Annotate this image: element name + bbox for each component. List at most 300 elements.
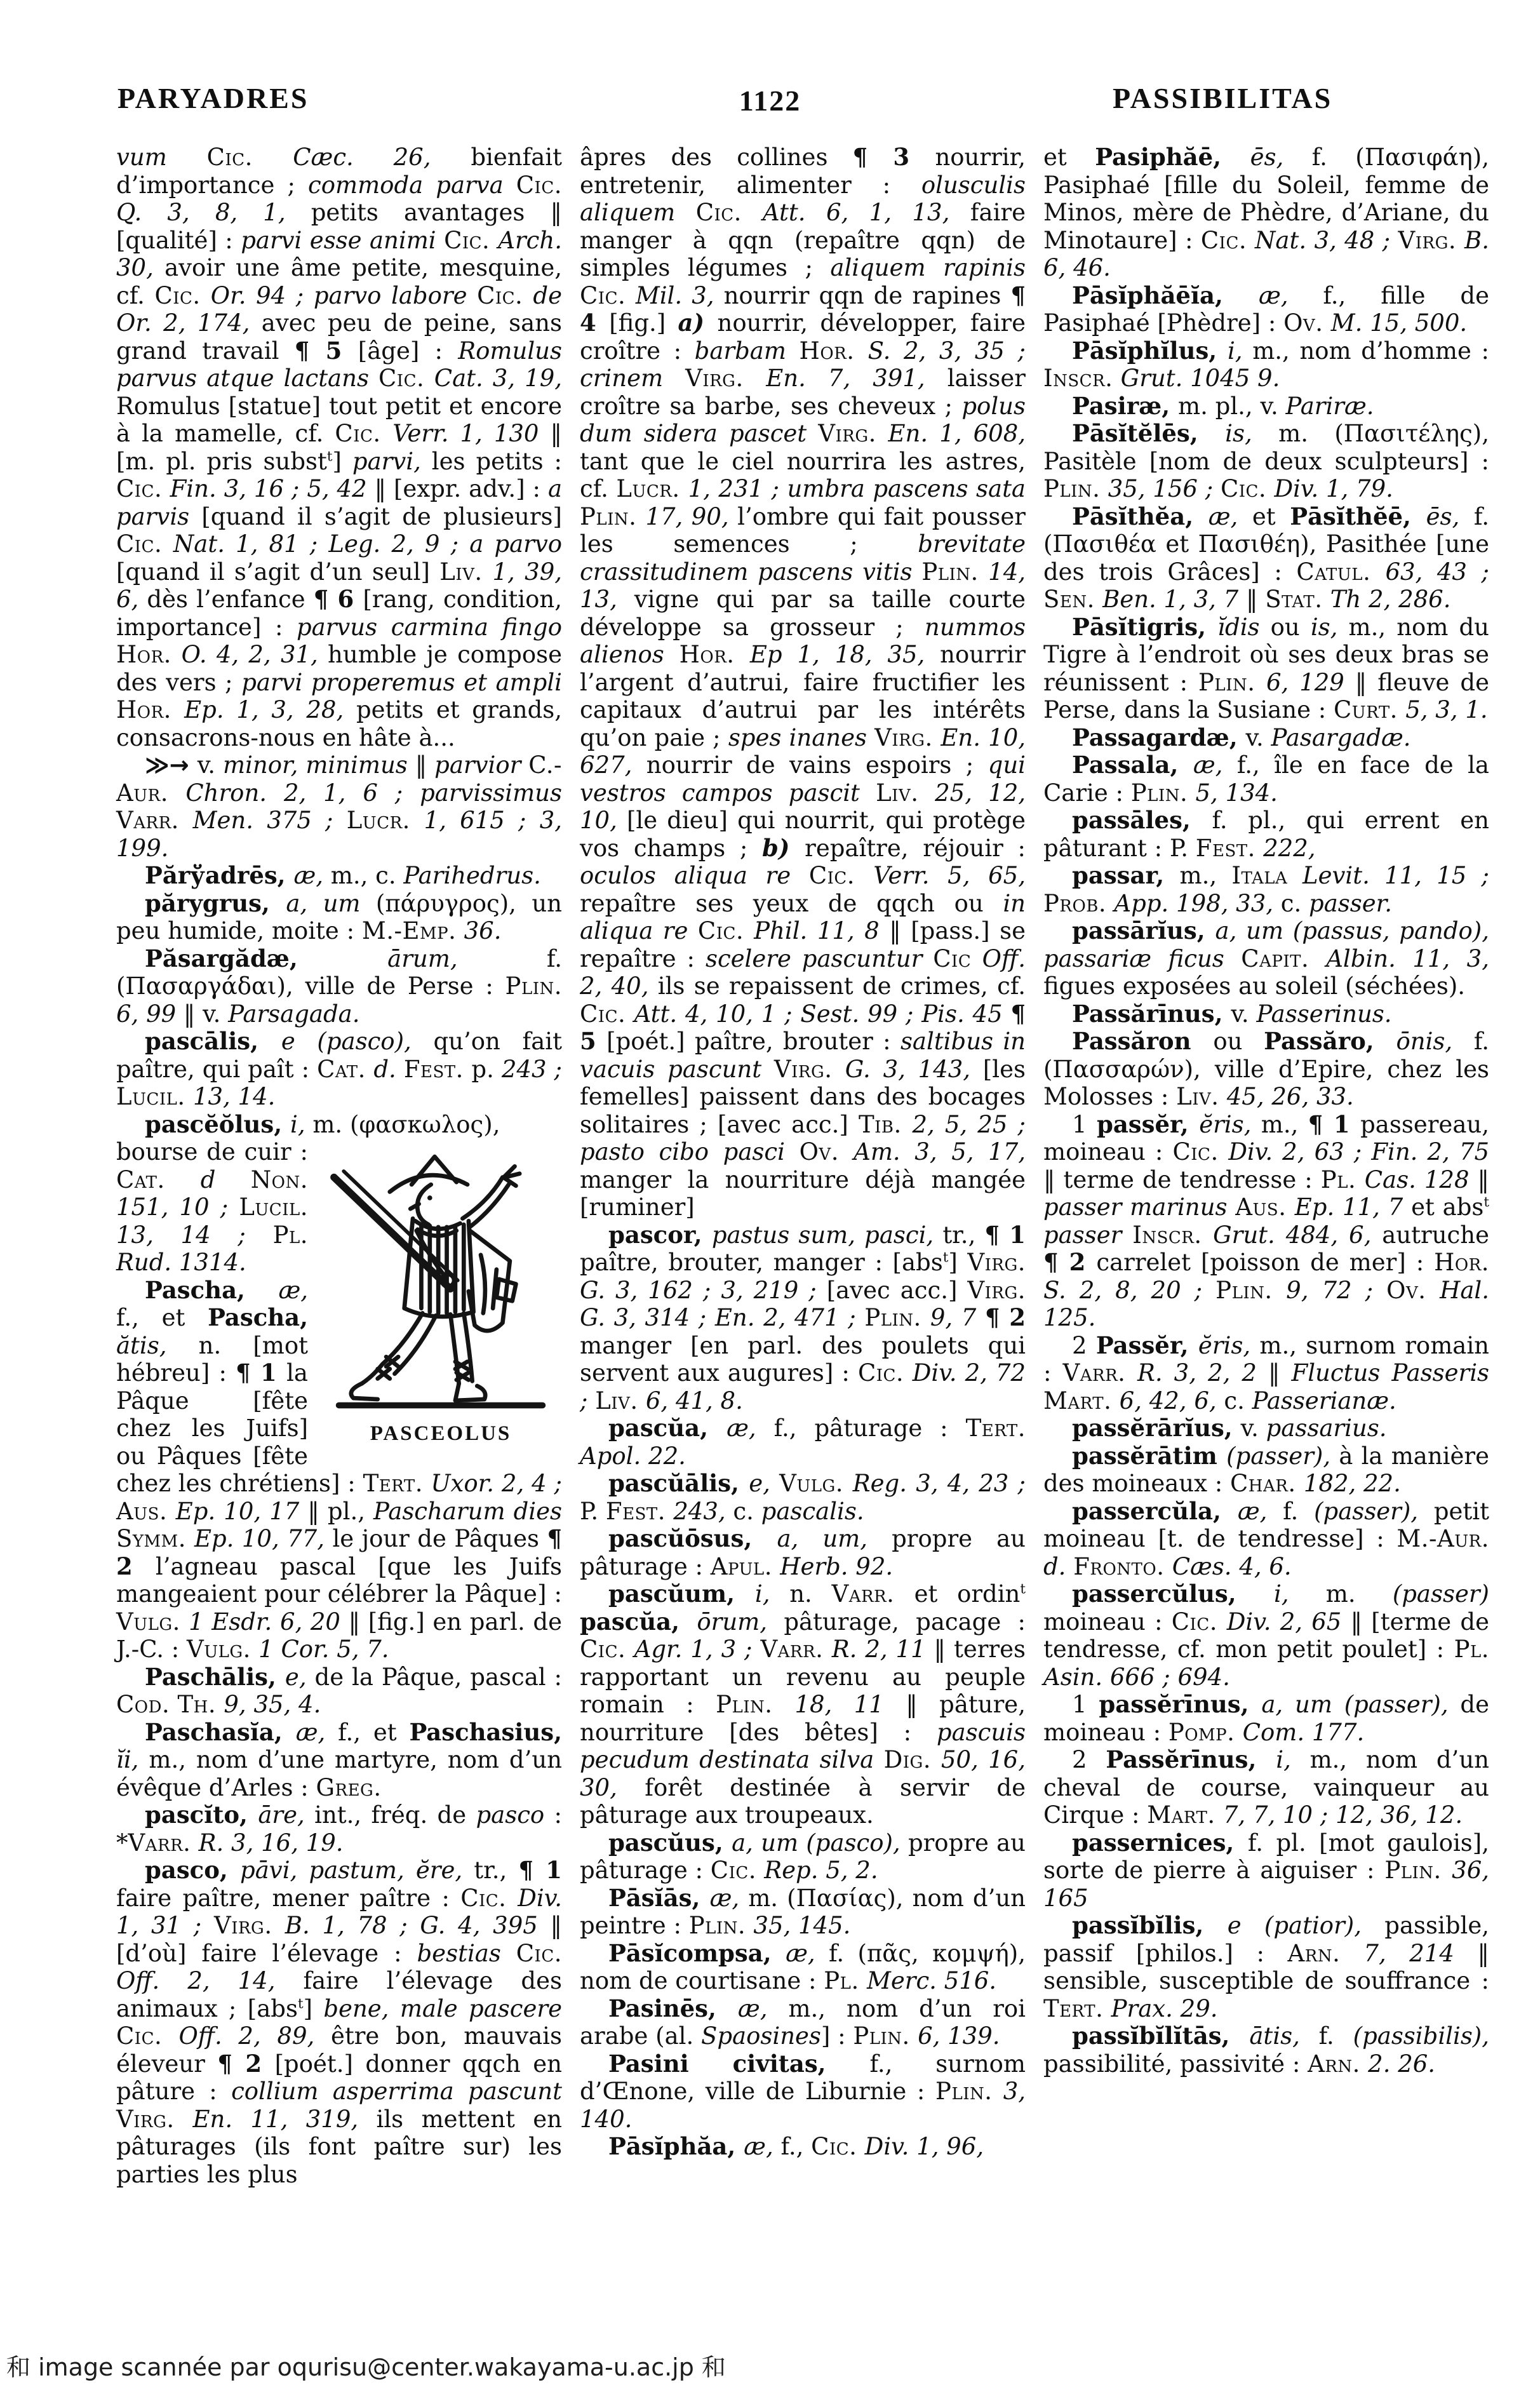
text-run: passibilité, passivité : bbox=[1043, 2050, 1308, 2078]
text-run: 9, 72 ; bbox=[1286, 1276, 1387, 1304]
text-run: 35, 156 ; bbox=[1108, 475, 1221, 502]
text-run: Ep. 1, 3, 28, bbox=[184, 696, 356, 723]
text-run: passar, bbox=[1072, 861, 1180, 889]
text-run: Pariræ. bbox=[1285, 392, 1374, 420]
text-run: Cic. bbox=[811, 2133, 865, 2160]
text-run: ‖ bbox=[1477, 1166, 1490, 1193]
text-run: forêt destinée à servir de pâturage aux troupeaux. bbox=[580, 1773, 1026, 1829]
text-run: Grut. 484, 6, bbox=[1213, 1221, 1383, 1249]
text-run: Virg. bbox=[1398, 226, 1465, 254]
text-run: ¶ 1 bbox=[518, 1856, 562, 1884]
text-run: Hor. bbox=[1434, 1249, 1489, 1276]
text-run: [avec acc.] bbox=[826, 1276, 968, 1304]
text-run: nourrir de vains espoirs ; bbox=[646, 751, 988, 779]
text-run: ¶ 1 bbox=[236, 1359, 287, 1387]
text-run: Pl. bbox=[272, 1221, 308, 1249]
text-run: Cic bbox=[933, 944, 982, 972]
text-run: carrelet [poisson de mer] : bbox=[1096, 1249, 1435, 1276]
text-run: d. bbox=[373, 1055, 404, 1083]
text-run: a, um (pasco), bbox=[732, 1829, 908, 1857]
text-run: Pl. bbox=[1454, 1636, 1489, 1663]
text-run: Ben. 1, 3, 7 bbox=[1102, 586, 1246, 613]
text-run: Pascha, bbox=[145, 1275, 279, 1304]
text-run: Plin. bbox=[1215, 1276, 1287, 1304]
dictionary-entry bbox=[116, 1028, 562, 1111]
text-run: ¶ 2 bbox=[217, 2049, 275, 2078]
text-run: petit moineau [t. de tendresse] : bbox=[1043, 1497, 1489, 1552]
text-run: nummos alienos bbox=[580, 613, 1026, 668]
text-run: ≫→ bbox=[145, 751, 198, 779]
dictionary-entry bbox=[1043, 337, 1489, 393]
text-run: ‖ [fig.] en parl. de J.-C. : bbox=[116, 1608, 562, 1663]
text-run: Cat. bbox=[317, 1055, 374, 1083]
text-run: Lucil. bbox=[116, 1083, 193, 1110]
text-run: Passărīnus, bbox=[1072, 999, 1231, 1028]
text-run: int., fréq. de bbox=[314, 1801, 476, 1829]
text-run: Paschasĭa, bbox=[145, 1717, 296, 1746]
text-run: ¶ 3 bbox=[852, 143, 935, 171]
text-run: Plin. bbox=[935, 2078, 1003, 2105]
text-run: (passibilis), bbox=[1353, 2022, 1489, 2050]
dictionary-entry bbox=[116, 144, 562, 751]
text-run: pascŭa, bbox=[608, 1414, 727, 1442]
text-run: pâturage, pacage : bbox=[784, 1608, 1026, 1636]
text-run: Paschālis, bbox=[145, 1662, 285, 1691]
text-run: Cic. bbox=[580, 1000, 634, 1028]
text-run: ] : bbox=[820, 2022, 854, 2050]
text-run: [le dieu] qui nourrit, qui protège vos champs ; bbox=[580, 807, 1026, 862]
text-run: pascuis pecudum destinata silva bbox=[580, 1718, 1026, 1773]
text-run: barbam bbox=[694, 337, 800, 365]
dictionary-entry bbox=[580, 2133, 1026, 2161]
page-header bbox=[0, 81, 1540, 119]
dictionary-entry bbox=[1043, 1332, 1489, 1415]
text-run: f. bbox=[1283, 1497, 1315, 1525]
text-run: pascĕŏlus, bbox=[145, 1110, 290, 1138]
dictionary-entry bbox=[116, 1663, 562, 1719]
text-run: ou bbox=[1270, 613, 1311, 641]
text-run: Pascha, bbox=[208, 1303, 308, 1331]
text-run: nourrir qqn de rapines bbox=[723, 281, 1011, 309]
text-run: Stat. bbox=[1265, 586, 1330, 613]
text-run: Mart. bbox=[1147, 1801, 1223, 1829]
text-run: m., bbox=[1261, 1110, 1308, 1138]
text-run: 18, 11 bbox=[794, 1691, 906, 1718]
text-run: Ep 1, 18, 35, bbox=[749, 641, 941, 668]
text-run: æ, bbox=[786, 1939, 829, 1967]
text-run: Arch. 30, bbox=[116, 226, 562, 281]
text-run: Cat. bbox=[116, 1166, 201, 1193]
text-run: m. (φασκωλος), bbox=[312, 1110, 500, 1138]
text-run: ] bbox=[332, 447, 352, 475]
text-run: nourrir, développer, faire croître : bbox=[580, 309, 1026, 365]
text-run: Aus. bbox=[1235, 1193, 1295, 1221]
header-left-keyword: PARYADRES bbox=[117, 82, 309, 114]
text-run: d bbox=[200, 1166, 251, 1193]
dictionary-entry bbox=[1043, 1442, 1489, 1498]
text-run: t bbox=[297, 1996, 304, 2012]
text-run: passer marinus bbox=[1043, 1193, 1236, 1221]
text-run: Passerinus. bbox=[1256, 1000, 1392, 1028]
text-run: ¶ 1 bbox=[1308, 1110, 1361, 1138]
text-run: 222, bbox=[1263, 834, 1316, 862]
text-run: aliquem rapinis bbox=[830, 254, 1026, 281]
text-run: m., c. bbox=[330, 862, 404, 889]
text-run: B. 1, 78 ; G. 4, 395 bbox=[285, 1912, 551, 1939]
text-run: minor, minimus bbox=[222, 751, 415, 779]
text-run: Fin. 3, 16 ; 5, 42 bbox=[170, 475, 375, 502]
text-run: Hor. bbox=[116, 696, 185, 723]
text-run: Pāsĭphăēĭa, bbox=[1072, 281, 1259, 309]
text-run: æ, bbox=[278, 1276, 308, 1304]
text-run: humble je compose des vers ; bbox=[116, 641, 562, 696]
text-run: m. (Πασίας), nom d’un peintre : bbox=[580, 1884, 1026, 1939]
text-run: Virg. bbox=[967, 1276, 1026, 1304]
text-run: f. pl., qui errent en pâturant : P. bbox=[1043, 807, 1490, 862]
text-run: a parvis bbox=[116, 475, 563, 530]
text-run: Off. 2, 40, bbox=[580, 944, 1026, 1000]
text-run: Liv. bbox=[876, 779, 935, 807]
text-run: Dig. bbox=[883, 1746, 941, 1773]
text-run: 2 bbox=[1072, 1331, 1096, 1359]
text-run: v. bbox=[197, 751, 223, 779]
text-run: Varr. bbox=[128, 1829, 199, 1857]
text-run: Parsagada. bbox=[228, 1000, 360, 1028]
text-run: Passĕr, bbox=[1095, 1331, 1198, 1359]
text-run: passercŭlus, bbox=[1072, 1580, 1274, 1608]
text-run: G. 3, 162 ; 3, 219 ; bbox=[580, 1276, 827, 1304]
text-run: f. (Πασιθέα et Πασιθέη), Pasithée [une des trois Grâces] : bbox=[1043, 502, 1489, 586]
text-run: e, bbox=[749, 1470, 780, 1497]
text-run: ¶ 5 bbox=[294, 336, 358, 365]
text-run: G. 3, 314 ; En. 2, 471 ; bbox=[580, 1304, 865, 1331]
text-run: Plin. bbox=[688, 1912, 754, 1939]
text-run: ‖ bbox=[415, 751, 435, 779]
dictionary-entry bbox=[116, 1111, 562, 1139]
text-run: [quand il s’agit d’un seul] bbox=[116, 558, 440, 586]
text-run: Liv. bbox=[595, 1387, 646, 1415]
text-run: qu’on fait paître, qui paît : bbox=[116, 1028, 562, 1083]
text-run: Plin. bbox=[921, 558, 989, 586]
dictionary-entry bbox=[580, 1995, 1026, 2050]
dictionary-entry bbox=[580, 1829, 1026, 1885]
text-run: En. 11, 319, bbox=[192, 2105, 377, 2133]
text-run: passĭbĭlis, bbox=[1072, 1911, 1228, 1939]
text-run: [fig.] bbox=[609, 309, 678, 337]
text-run: Virg. bbox=[213, 1912, 285, 1939]
text-run: æ, bbox=[293, 862, 331, 889]
text-run: Fest. bbox=[403, 1055, 472, 1083]
text-run: āre, bbox=[258, 1801, 315, 1829]
text-run: Att. 6, 1, 13, bbox=[762, 199, 970, 226]
text-run: faire l’élevage des animaux ; [abs bbox=[116, 1967, 562, 2022]
pasceolus-illustration bbox=[319, 1143, 562, 1416]
text-run: m. bbox=[1325, 1580, 1393, 1608]
text-run: 1 bbox=[1072, 1110, 1097, 1138]
text-run: c. bbox=[1280, 889, 1309, 917]
text-run: Paschasius, bbox=[409, 1717, 562, 1746]
text-run: Spaosines bbox=[701, 2022, 821, 2050]
text-run: 182, 22. bbox=[1303, 1470, 1401, 1497]
text-run: Th 2, 286. bbox=[1330, 586, 1451, 613]
text-run: à la manière des moineaux : bbox=[1043, 1442, 1489, 1497]
text-run: Pl. bbox=[1320, 1166, 1365, 1193]
text-run: Cic. bbox=[477, 281, 533, 309]
text-run: Rud. 1314. bbox=[116, 1249, 246, 1276]
text-run: 25, 12, 10, bbox=[580, 779, 1026, 834]
text-run: C.-Aur. bbox=[116, 751, 562, 807]
text-run: c. bbox=[1224, 1387, 1252, 1415]
text-run: Ep. 10, 77, bbox=[194, 1525, 333, 1552]
text-run: Cic. bbox=[1171, 1608, 1227, 1636]
text-run: pastus sum, pasci, bbox=[711, 1221, 943, 1249]
text-run: pascŭus, bbox=[608, 1828, 732, 1857]
text-run: manger [en parl. des poulets qui servent aux augures] : bbox=[580, 1331, 1026, 1387]
text-run: Cæc. 26, bbox=[293, 144, 471, 171]
text-run: Merc. 516. bbox=[866, 1967, 997, 1994]
text-run: [rang, condition, importance] : bbox=[116, 586, 562, 641]
text-run: Pascharum dies bbox=[373, 1497, 562, 1525]
text-run: Plin. bbox=[864, 1304, 930, 1331]
text-run: Plin. bbox=[580, 502, 646, 530]
text-run: parvus carmina fingo bbox=[296, 613, 562, 641]
text-run: f. (Πασιφάη), Pasiphaé [fille du Soleil, femme de Minos, mère de Phèdre, d’Ariane, du Minotaure] : bbox=[1043, 144, 1489, 254]
text-run: le jour de Pâques bbox=[332, 1525, 547, 1552]
text-run: Capit. bbox=[1241, 944, 1327, 972]
text-run: pasco bbox=[476, 1801, 554, 1829]
text-run: bestias bbox=[417, 1939, 516, 1967]
text-run: de la Pâque, pascal : bbox=[314, 1663, 562, 1691]
dictionary-entry bbox=[1043, 807, 1489, 862]
text-run: t bbox=[942, 1249, 949, 1266]
text-run: Plin. bbox=[1384, 1857, 1452, 1884]
text-run: a, um (passer), bbox=[1261, 1691, 1461, 1718]
text-run: [les femelles] paissent dans des bocages solitaires ; [avec acc.] bbox=[580, 1055, 1026, 1138]
text-run: pascor, bbox=[608, 1220, 712, 1249]
text-run: [âge] : bbox=[358, 337, 459, 365]
page-number: 1122 bbox=[739, 84, 801, 117]
text-run: Plin. bbox=[716, 1691, 795, 1718]
text-run: Curt. bbox=[1333, 696, 1406, 723]
text-run: 151, 10 ; bbox=[116, 1193, 239, 1221]
text-run: t bbox=[1483, 1194, 1490, 1211]
text-run: être bon, mauvais éleveur bbox=[116, 2022, 563, 2078]
text-run: Plin. bbox=[1198, 668, 1266, 696]
text-run: tr., bbox=[474, 1857, 519, 1884]
text-run: M.-Emp. bbox=[361, 917, 464, 944]
text-run: Cic. bbox=[116, 2022, 179, 2050]
text-run: m., nom du Tigre à l’endroit où ses deux bras se réunissent : bbox=[1043, 613, 1490, 696]
text-run: [quand il s’agit de plusieurs] bbox=[201, 502, 562, 530]
text-run: Cic. bbox=[1220, 475, 1275, 502]
text-run: P. bbox=[580, 1497, 606, 1525]
text-run: ] bbox=[303, 1994, 324, 2022]
text-run: faire paître, mener paître : bbox=[116, 1884, 461, 1912]
text-run: ¶ 2 bbox=[984, 1303, 1026, 1331]
text-run: bienfait d’importance ; bbox=[116, 144, 563, 199]
text-run: Catul. bbox=[1296, 558, 1386, 586]
text-run: Fest. bbox=[605, 1497, 674, 1525]
text-run: autruche bbox=[1382, 1221, 1489, 1249]
dictionary-entry bbox=[1043, 282, 1489, 337]
figure-caption: PASCEOLUS bbox=[370, 1421, 512, 1445]
text-run: Fest. bbox=[1195, 834, 1264, 862]
text-run: æ, bbox=[1237, 1497, 1283, 1525]
text-run: a) bbox=[678, 309, 718, 337]
text-run: spes inanes bbox=[728, 723, 875, 751]
text-run: Ep. 10, 17 bbox=[175, 1497, 308, 1525]
text-run: En. 1, 608, bbox=[888, 420, 1026, 447]
text-run: Prax. 29. bbox=[1111, 1994, 1218, 2022]
text-run: passārĭus, bbox=[1072, 917, 1215, 944]
text-run: Cic. bbox=[697, 917, 754, 944]
text-run: passĕrārĭus, bbox=[1072, 1414, 1241, 1442]
text-run: ‖ bbox=[1245, 586, 1266, 613]
text-run: m., nom d’un roi arabe (al. bbox=[580, 1994, 1026, 2050]
text-run: En. 7, 391, bbox=[766, 365, 947, 392]
text-run: Hal. 125. bbox=[1043, 1276, 1489, 1331]
text-run: Cic. bbox=[516, 1939, 562, 1967]
text-run: 45, 26, 33. bbox=[1226, 1083, 1354, 1110]
text-run: ‖ terme de tendresse : bbox=[1043, 1166, 1321, 1193]
text-run: pascŭōsus, bbox=[608, 1524, 777, 1552]
text-run: Men. 375 ; bbox=[192, 807, 347, 834]
text-run: 1 Cor. 5, 7. bbox=[258, 1636, 389, 1663]
text-run: Plin. bbox=[1130, 779, 1196, 807]
text-run: de Or. 2, 174, bbox=[116, 281, 563, 337]
text-run: passāles, bbox=[1072, 806, 1212, 834]
text-run: f. (Πασσαρών), ville d’Epire, chez les Molosses : bbox=[1043, 1028, 1489, 1110]
text-run: t bbox=[1020, 1581, 1026, 1597]
text-run: M. 15, 500. bbox=[1330, 309, 1468, 337]
dictionary-entry bbox=[1043, 1912, 1489, 2022]
text-run: Cic. bbox=[710, 1857, 765, 1884]
text-run: pascĭto, bbox=[145, 1801, 258, 1829]
text-run: Passerianæ. bbox=[1252, 1387, 1396, 1415]
text-run: S. 2, 8, 20 ; bbox=[1043, 1276, 1216, 1304]
text-run: parvi, bbox=[352, 447, 432, 475]
text-run: ¶ 2 bbox=[1043, 1248, 1097, 1276]
text-run: 2. 26. bbox=[1368, 2050, 1436, 2078]
dictionary-entry bbox=[1043, 1415, 1489, 1442]
text-run: Cat. 3, 19, bbox=[434, 365, 562, 392]
text-run: æ, bbox=[737, 1994, 789, 2022]
text-run: Pomp. bbox=[1168, 1718, 1243, 1746]
text-run: Asin. 666 ; 694. bbox=[1043, 1663, 1230, 1691]
text-run: 1 bbox=[1072, 1691, 1099, 1718]
text-run: Off. 2, 89, bbox=[178, 2022, 331, 2050]
text-run: Plin. bbox=[853, 2022, 918, 2050]
text-run: Mil. 3, bbox=[635, 281, 724, 309]
text-run: æ, bbox=[726, 1415, 774, 1442]
text-run: Reg. 3, 4, 23 ; bbox=[852, 1470, 1026, 1497]
text-run: Pasiphăē, bbox=[1095, 143, 1250, 171]
text-run: polus dum sidera pascet bbox=[580, 392, 1026, 447]
text-run: is, bbox=[1310, 613, 1349, 641]
text-run: Symm. bbox=[116, 1525, 194, 1552]
dictionary-entry bbox=[580, 144, 1026, 1221]
text-run: Liv. bbox=[1176, 1083, 1227, 1110]
text-run: pascŭālis, bbox=[608, 1469, 749, 1497]
text-run: Div. 1, 79. bbox=[1274, 475, 1393, 502]
text-run: Ov. bbox=[799, 1138, 854, 1166]
text-run: Pāsĭtigris, bbox=[1072, 612, 1218, 641]
text-run: v. bbox=[1240, 1415, 1266, 1442]
text-run: ils mettent en pâturages (ils font paître sur) les parties les plus bbox=[116, 2105, 563, 2188]
text-run: Hor. bbox=[679, 641, 750, 668]
text-run: Arn. bbox=[1287, 1939, 1364, 1967]
text-run: a, um bbox=[286, 889, 376, 917]
text-run: Romulus parvus atque lactans bbox=[116, 337, 562, 392]
text-run: Cic. bbox=[154, 281, 211, 309]
text-run: et bbox=[1043, 144, 1095, 171]
dictionary-entry bbox=[1043, 393, 1489, 420]
text-run: Chron. 2, 1, 6 ; parvissimus bbox=[185, 779, 562, 807]
text-run: Cæs. 4, 6. bbox=[1172, 1552, 1292, 1580]
text-run: in aliqua re bbox=[580, 889, 1026, 944]
dictionary-entry bbox=[116, 945, 562, 1028]
text-run: Cod. Th. bbox=[116, 1691, 224, 1718]
text-run: Div. 1, 31 ; bbox=[116, 1884, 562, 1939]
text-run: is, bbox=[1225, 420, 1279, 447]
text-run: pasco, bbox=[145, 1856, 241, 1884]
text-run: ārum, bbox=[387, 944, 547, 972]
text-run: R. 2, 11 bbox=[831, 1636, 934, 1663]
text-run: f. pl. [mot gaulois], sorte de pierre à aiguiser : bbox=[1043, 1829, 1489, 1884]
text-run: bourse de cuir : bbox=[116, 1138, 308, 1166]
text-run: æ, bbox=[1258, 281, 1323, 309]
text-run: App. 198, 33, bbox=[1114, 889, 1281, 917]
dictionary-entry bbox=[116, 1857, 562, 2188]
text-run: passer bbox=[1043, 1221, 1133, 1249]
text-run: v. bbox=[1231, 1000, 1257, 1028]
text-run: Passăro, bbox=[1264, 1027, 1396, 1055]
text-run: 243, bbox=[673, 1497, 733, 1525]
text-run: pāvi, pastum, ĕre, bbox=[240, 1857, 474, 1884]
text-run: (passer), bbox=[1314, 1497, 1434, 1525]
text-run: e (pasco), bbox=[281, 1028, 434, 1055]
text-run: Cic. bbox=[857, 1359, 913, 1387]
text-run: Inscr. bbox=[1132, 1221, 1214, 1249]
text-run: Div. 2, 72 ; bbox=[580, 1359, 1026, 1415]
text-run: Levit. 11, 15 ; bbox=[1302, 862, 1489, 889]
text-run: Cic. bbox=[206, 144, 293, 171]
text-run: ‖ bbox=[1268, 1359, 1292, 1387]
text-run: Cic. bbox=[116, 475, 170, 502]
text-run: f., pâturage : bbox=[773, 1415, 966, 1442]
text-run: Cic. bbox=[580, 281, 636, 309]
text-run: repaître, réjouir : bbox=[805, 834, 1026, 862]
text-run: i, bbox=[1276, 1746, 1310, 1773]
text-run: Mart. bbox=[1043, 1387, 1120, 1415]
text-run: Prob. bbox=[1043, 889, 1115, 917]
text-run: Romulus [statue] tout petit et encore à la mamelle, cf. bbox=[116, 392, 562, 447]
text-run: ou bbox=[1213, 1028, 1264, 1055]
text-run: Grut. 1045 9. bbox=[1120, 365, 1280, 392]
text-run: v. bbox=[1245, 723, 1271, 751]
text-run: petits et grands, consacrons-nous en hâte à... bbox=[116, 696, 562, 751]
text-run: Or. 94 ; parvo labore bbox=[210, 281, 478, 309]
text-run: propre au pâturage : bbox=[580, 1525, 1026, 1580]
text-run: ‖ sensible, susceptible de souffrance : bbox=[1043, 1939, 1489, 1994]
dictionary-entry bbox=[1043, 2022, 1489, 2078]
text-run: passĕr, bbox=[1096, 1110, 1200, 1138]
dictionary-entry bbox=[1043, 724, 1489, 752]
text-run: Div. 2, 65 bbox=[1226, 1608, 1351, 1636]
scan-credit: 和 image scannée par oqurisu@center.wakayama-u.ac.jp 和 bbox=[6, 2353, 726, 2381]
text-run: Varr. bbox=[1062, 1359, 1137, 1387]
dictionary-entry bbox=[580, 1940, 1026, 1995]
